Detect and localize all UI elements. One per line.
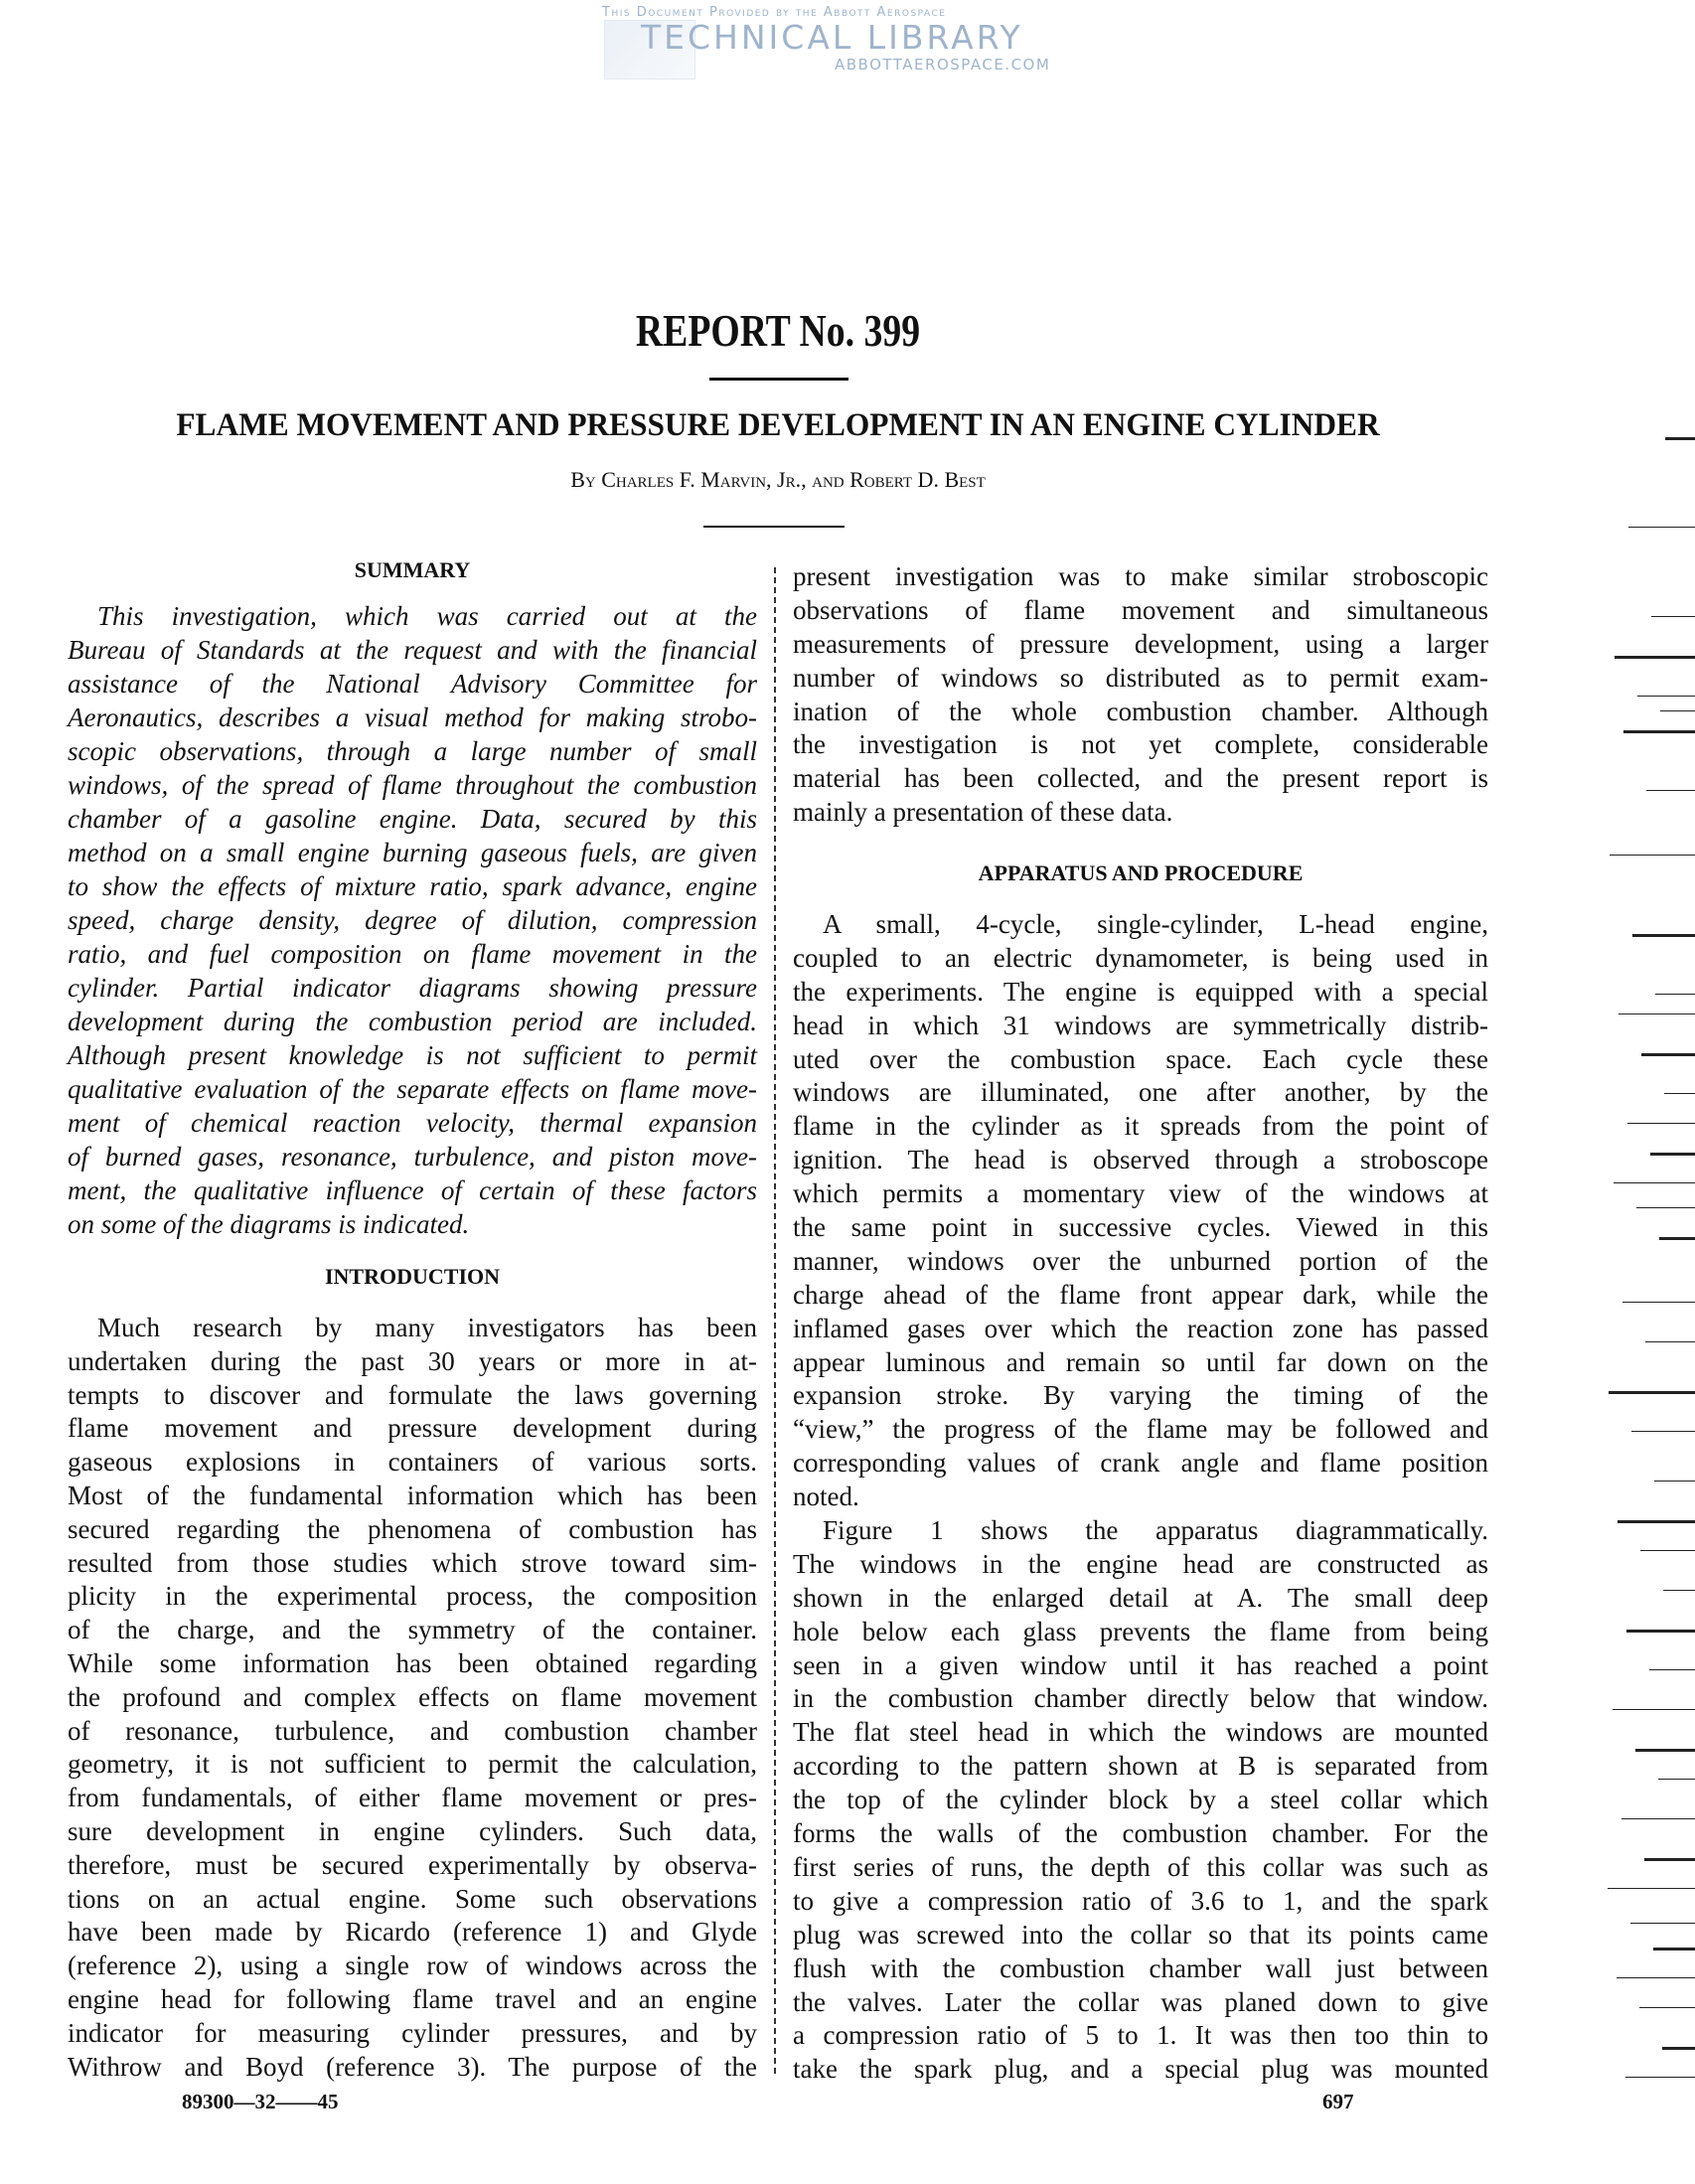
text-line: head in which 31 windows are symmetrically distrib- [793,1010,1488,1040]
text-line: observations of flame movement and simultaneous [793,594,1488,625]
scan-mark [1650,1153,1695,1156]
scan-mark [1641,1053,1695,1056]
text-line: speed, charge density, degree of dilution, compression [68,905,757,935]
page-title: FLAME MOVEMENT AND PRESSURE DEVELOPMENT IN AN ENGINE CYLINDER [176,407,1380,443]
text-line: of resonance, turbulence, and combustion chamber [68,1715,757,1746]
text-line: of burned gases, resonance, turbulence, and piston move- [68,1142,757,1171]
text-line: Although present knowledge is not sufficient to permit [68,1040,757,1070]
scan-mark [1637,696,1695,697]
scan-mark [1665,437,1695,440]
text-line: tempts to discover and formulate the laws governing [68,1379,757,1410]
text-line: While some information has been obtained regarding [68,1647,757,1678]
text-line: from fundamentals, of either flame movement or pres- [68,1783,757,1813]
text-line: coupled to an electric dynamometer, is being used in [793,942,1488,973]
text-line: therefore, must be secured experimentally by observa- [68,1849,757,1880]
column-divider [774,567,776,2074]
scan-mark [1617,1977,1695,1978]
text-line: expansion stroke. By varying the timing of the [793,1380,1488,1411]
text-line: geometry, it is not sufficient to permit the calculation, [68,1749,757,1780]
scan-mark [1627,1123,1695,1124]
text-line: flame in the cylinder as it spreads from the point of [793,1111,1488,1142]
text-line: “view,” the progress of the flame may be followed and [793,1414,1488,1445]
scan-mark [1618,1520,1695,1523]
watermark-line2: TECHNICAL LIBRARY [641,18,1023,57]
scan-mark [1630,1923,1695,1924]
scan-mark [1649,1669,1695,1670]
watermark [596,2,1093,81]
text-line: method on a small engine burning gaseous fuels, are given [68,838,757,867]
scan-mark [1640,1550,1695,1551]
text-line: Much research by many investigators has been [97,1313,757,1342]
footer-code: 89300—32——45 [182,2090,339,2113]
scan-mark [1613,1709,1695,1710]
text-line: of the charge, and the symmetry of the container. [68,1615,757,1645]
scan-mark [1631,1431,1695,1432]
scan-mark [1610,855,1695,856]
text-line: undertaken during the past 30 years or more in at- [68,1345,757,1376]
scan-mark [1646,790,1695,791]
text-line: plicity in the experimental process, the composition [68,1581,757,1612]
summary-heading: SUMMARY [354,557,471,582]
text-line: material has been collected, and the present report is [793,763,1488,794]
scan-mark [1635,1749,1695,1752]
text-line: resulted from those studies which strove toward sim- [68,1547,757,1578]
apparatus-heading: APPARATUS AND PROCEDURE [978,860,1304,885]
scan-mark [1622,1302,1695,1303]
text-line: Aeronautics, describes a visual method for making strobo- [68,702,757,732]
text-line: to show the effects of mixture ratio, spark advance, engine [68,871,757,901]
authors: By Charles F. Marvin, Jr., and Robert D. Best [570,467,986,492]
text-line: a compression ratio of 5 to 1. It was then too thin to [793,2020,1488,2051]
introduction-continuation [793,560,1488,830]
introduction-text [68,1312,757,2084]
text-line: windows, of the spread of flame throughout the combustion [68,770,757,800]
text-line: have been made by Ricardo (reference 1) and Glyde [68,1917,757,1948]
text-line: inflamed gases over which the reaction zone has passed [793,1313,1488,1343]
apparatus-text [793,908,1488,2087]
text-line: qualitative evaluation of the separate effects on flame move- [68,1074,757,1104]
text-line: shown in the enlarged detail at A. The small deep [793,1582,1488,1613]
scan-mark [1625,2077,1695,2078]
scan-mark [1663,1590,1695,1591]
text-line: seen in a given window until it has reached a point [793,1649,1488,1680]
scan-mark [1653,1948,1695,1950]
summary-text [68,599,757,1241]
text-line: present investigation was to make similar stroboscopic [793,561,1488,591]
scan-mark [1660,710,1695,711]
text-line: manner, windows over the unburned portion of the [793,1245,1488,1276]
text-line: engine head for following flame travel and an engine [68,1983,757,2014]
text-line: the top of the cylinder block by a steel collar which [793,1785,1488,1815]
text-line: first series of runs, the depth of this collar was such as [793,1851,1488,1882]
text-line: secured regarding the phenomena of combustion has [68,1513,757,1544]
text-line: in the combustion chamber directly below that window. [793,1683,1488,1714]
text-line: windows are illuminated, one after another, by the [793,1077,1488,1108]
text-line: which permits a momentary view of the windows at [793,1178,1488,1209]
scan-mark [1628,527,1695,528]
text-line: according to the pattern shown at B is separated from [793,1751,1488,1782]
text-line: noted. [793,1482,859,1512]
text-line: take the spark plug, and a special plug was mounted [793,2054,1488,2085]
text-line: the investigation is not yet complete, considerable [793,729,1488,760]
scan-mark [1645,1341,1695,1342]
scan-mark [1662,2047,1695,2050]
scan-mark [1659,1237,1695,1240]
text-line: mainly a presentation of these data. [793,797,1173,828]
text-line: hole below each glass prevents the flame from being [793,1616,1488,1646]
text-line: flush with the combustion chamber wall just between [793,1952,1488,1983]
text-line: (reference 2), using a single row of windows across the [68,1950,757,1981]
report-number: REPORT No. 399 [635,305,921,356]
text-line: corresponding values of crank angle and flame position [793,1448,1488,1479]
watermark-url: ABBOTTAEROSPACE.COM [835,56,1051,74]
text-line: This investigation, which was carried out at the [97,601,757,631]
text-line: The flat steel head in which the windows are mounted [793,1717,1488,1748]
text-line: the valves. Later the collar was planed down to give [793,1986,1488,2017]
scan-mark [1621,1818,1695,1819]
introduction-heading: INTRODUCTION [324,1264,501,1289]
text-line: the experiments. The engine is equipped with a special [793,976,1488,1007]
text-line: ination of the whole combustion chamber. Although [793,696,1488,726]
scan-mark [1644,1858,1695,1861]
text-line: forms the walls of the combustion chamber. For the [793,1818,1488,1849]
scan-mark [1654,1481,1695,1482]
scan-mark [1655,994,1695,995]
scan-mark [1615,656,1695,659]
scan-mark [1651,616,1695,617]
text-line: indicator for measuring cylinder pressures, and by [68,2017,757,2048]
text-line: flame movement and pressure development during [68,1413,757,1444]
text-line: ment of chemical reaction velocity, thermal expansion [68,1108,757,1138]
text-line: tions on an actual engine. Some such observations [68,1883,757,1914]
text-line: scopic observations, through a large number of small [68,736,757,766]
text-line: sure development in engine cylinders. Such data, [68,1815,757,1846]
text-line: uted over the combustion space. Each cycle these [793,1043,1488,1074]
scan-mark [1609,1391,1695,1394]
text-line: Withrow and Boyd (reference 3). The purpose of the [68,2051,757,2082]
text-line: A small, 4-cycle, single-cylinder, L-head engine, [823,909,1488,939]
scan-mark [1626,1630,1695,1633]
text-line: the profound and complex effects on flame movement [68,1681,757,1712]
scan-mark [1639,2007,1695,2008]
text-line: ratio, and fuel composition on flame movement in the [68,939,757,969]
scan-mark [1658,1779,1695,1780]
text-line: ignition. The head is observed through a stroboscope [793,1145,1488,1175]
text-line: Figure 1 shows the apparatus diagrammatically. [823,1515,1488,1546]
text-line: plug was screwed into the collar so that its points came [793,1919,1488,1950]
text-line: gaseous explosions in containers of various sorts. [68,1447,757,1478]
text-line: assistance of the National Advisory Committee for [68,669,757,699]
scan-mark [1664,1093,1695,1094]
authors-rule [703,526,845,528]
text-line: ment, the qualitative influence of certain of these factors [68,1175,757,1205]
page-number: 697 [1322,2090,1354,2113]
text-line: Most of the fundamental information which has been [68,1480,757,1510]
text-line: charge ahead of the flame front appear dark, while the [793,1279,1488,1310]
text-line: The windows in the engine head are constructed as [793,1548,1488,1579]
text-line: cylinder. Partial indicator diagrams showing pressure [68,973,757,1003]
text-line: appear luminous and remain so until far down on the [793,1346,1488,1377]
title-rule [709,378,848,381]
text-line: on some of the diagrams is indicated. [68,1209,470,1239]
text-line: Bureau of Standards at the request and with the financial [68,635,757,665]
text-line: number of windows so distributed as to permit exam- [793,662,1488,693]
scan-mark [1623,730,1695,733]
scan-mark [1632,934,1695,937]
text-line: to give a compression ratio of 3.6 to 1, and the spark [793,1885,1488,1916]
text-line: measurements of pressure development, using a larger [793,628,1488,659]
watermark-line1: This Document Provided by the Abbott Aerospace [602,5,947,20]
text-line: chamber of a gasoline engine. Data, secured by this [68,804,757,834]
scan-mark [1608,1888,1695,1889]
scan-mark [1614,1182,1695,1183]
scan-mark [1636,1207,1695,1208]
text-line: development during the combustion period are included. [68,1007,757,1036]
text-line: the same point in successive cycles. Viewed in this [793,1212,1488,1243]
